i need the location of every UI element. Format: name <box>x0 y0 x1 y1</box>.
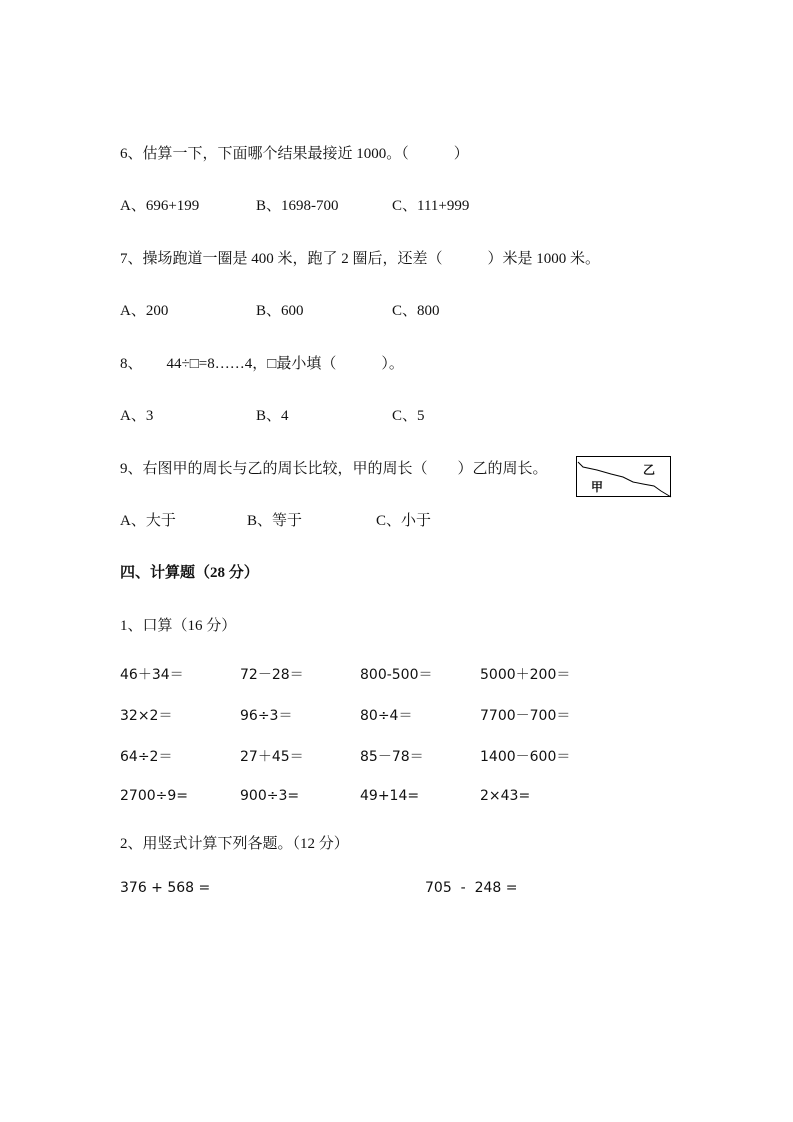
calc-item: 49+14= <box>360 788 420 804</box>
option-b: B、等于 <box>247 513 303 529</box>
question-text: 右图甲的周长与乙的周长比较，甲的周长（ ）乙的周长。 <box>142 461 548 477</box>
calc-item: 72－28＝ <box>240 667 304 683</box>
calc-item: 96÷3＝ <box>240 708 293 724</box>
option-c: C、小于 <box>376 513 432 529</box>
option-a: A、大于 <box>120 513 176 529</box>
vertical-calc-problem: 376 + 568 = <box>120 880 211 896</box>
calc-item: 2×43= <box>480 788 531 804</box>
question-number: 6、 <box>120 146 143 162</box>
section-title: 四、计算题（28 分） <box>120 565 259 581</box>
option-b: B、1698-700 <box>256 198 339 214</box>
part2-title: 2、用竖式计算下列各题。（12 分） <box>120 836 349 852</box>
option-a: A、200 <box>120 303 169 319</box>
option-c: C、800 <box>392 303 440 319</box>
calc-item: 64÷2＝ <box>120 749 173 765</box>
question-number: 7、 <box>120 251 143 267</box>
calc-item: 85－78＝ <box>360 749 424 765</box>
calc-item: 27＋45＝ <box>240 749 304 765</box>
question-9 <box>120 457 548 478</box>
calc-item: 46＋34＝ <box>120 667 184 683</box>
part1-title: 1、口算（16 分） <box>120 618 237 634</box>
calc-item: 80÷4＝ <box>360 708 413 724</box>
option-c: C、111+999 <box>392 198 470 214</box>
figure-label-jia: 甲 <box>591 480 604 494</box>
calc-item: 7700－700＝ <box>480 708 571 724</box>
question-number: 8、 <box>120 356 143 372</box>
calc-item: 32×2＝ <box>120 708 173 724</box>
question-7 <box>120 247 600 268</box>
question-text: 操场跑道一圈是 400 米，跑了 2 圈后，还差（ ）米是 1000 米。 <box>142 251 601 267</box>
calc-item: 900÷3= <box>240 788 300 804</box>
option-c: C、5 <box>392 408 425 424</box>
option-b: B、4 <box>256 408 289 424</box>
option-b: B、600 <box>256 303 304 319</box>
calc-item: 2700÷9= <box>120 788 188 804</box>
calc-item: 5000＋200＝ <box>480 667 571 683</box>
perimeter-figure <box>576 456 671 497</box>
question-6 <box>120 142 469 163</box>
option-a: A、696+199 <box>120 198 200 214</box>
question-text: 估算一下，下面哪个结果最接近 1000。（ ） <box>142 146 469 162</box>
question-8 <box>120 352 404 373</box>
figure-label-yi: 乙 <box>643 463 656 477</box>
calc-item: 1400－600＝ <box>480 749 571 765</box>
vertical-calc-problem: 705 - 248 = <box>425 880 518 896</box>
calc-item: 800-500＝ <box>360 667 433 683</box>
question-text: 44÷□=8……4，□最小填（ ）。 <box>166 356 404 372</box>
option-a: A、3 <box>120 408 154 424</box>
question-number: 9、 <box>120 461 143 477</box>
